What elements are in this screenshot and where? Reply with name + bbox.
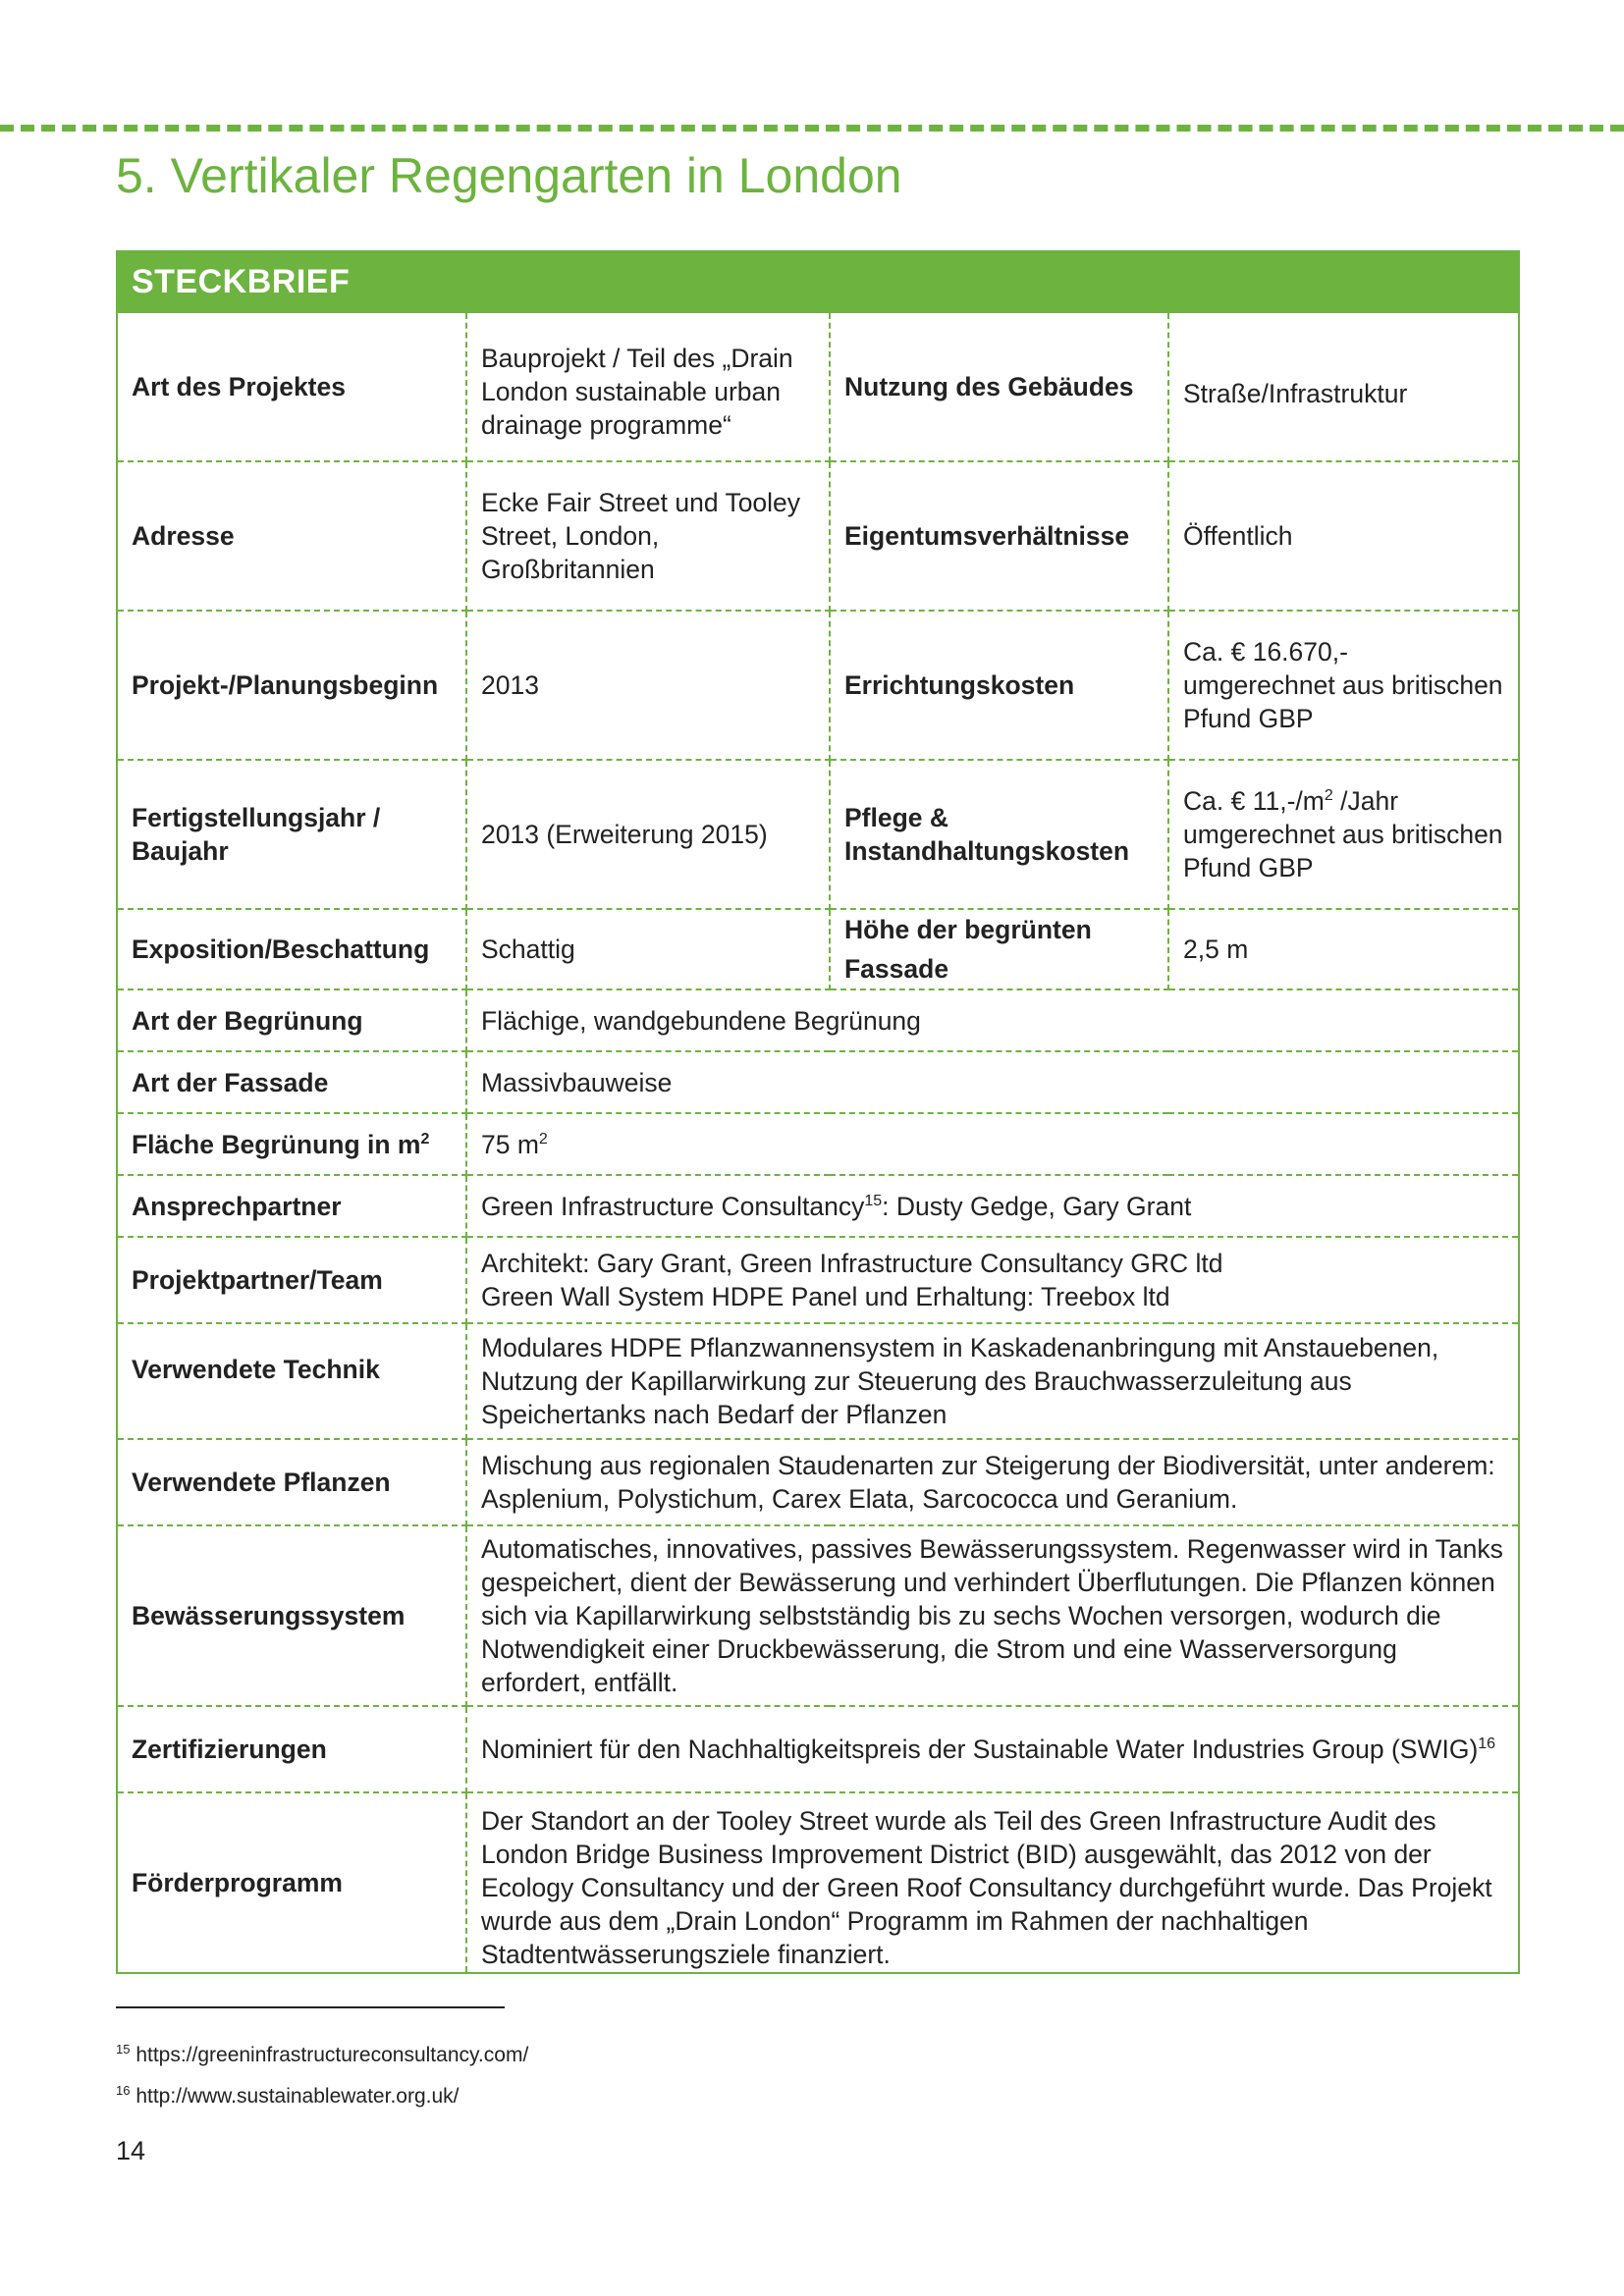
table-header-row	[117, 251, 1519, 312]
table-row	[117, 1051, 1519, 1113]
row-label: Nutzung des Gebäudes	[830, 312, 1168, 461]
row-label: Projektpartner/Team	[117, 1237, 466, 1323]
row-label: Projekt-/Planungsbeginn	[117, 611, 466, 760]
row-value: Modulares HDPE Pflanzwannensystem in Kaskadenanbringung mit Anstauebenen, Nutzung der Kapillarwirkung zur Steuerung des Brauchwasserzuleitung aus Speichertanks nach Bedarf der Pflanzen	[466, 1323, 1519, 1439]
footnote-rule	[116, 2006, 505, 2008]
table-row	[117, 1175, 1519, 1237]
table-row	[117, 1792, 1519, 1973]
row-value: Automatisches, innovatives, passives Bewässerungssystem. Regenwasser wird in Tanks gespeichert, dient der Bewässerung und verhindert Überflutungen. Die Pflanzen können sich via Kapillarwirkung selbstständig bis zu sechs Wochen versorgen, wodurch die Notwendigkeit einer Druckbewässerung, die Strom und eine Wasserversorgung erfordert, entfällt.	[466, 1525, 1519, 1706]
row-value: Architekt: Gary Grant, Green Infrastructure Consultancy GRC ltd Green Wall System HDPE Panel und Erhaltung: Treebox ltd	[466, 1237, 1519, 1323]
row-value: Mischung aus regionalen Staudenarten zur Steigerung der Biodiversität, unter anderem: Asplenium, Polystichum, Carex Elata, Sarcococca und Geranium.	[466, 1439, 1519, 1525]
footnote-link[interactable]: http://www.sustainablewater.org.uk/	[135, 2085, 460, 2108]
row-value: 2013 (Erweiterung 2015)	[466, 760, 830, 909]
footnote-link[interactable]: https://greeninfrastructureconsultancy.com/	[135, 2044, 529, 2066]
table-row	[117, 611, 1519, 760]
row-label: Errichtungskosten	[830, 611, 1168, 760]
steckbrief-table	[116, 250, 1520, 1974]
table-header-label: STECKBRIEF	[117, 251, 466, 312]
footnote-16: $^{16}$ http://www.sustainablewater.org.uk/	[116, 2083, 460, 2108]
row-label: Verwendete Pflanzen	[117, 1439, 466, 1525]
row-label: Förderprogramm	[117, 1792, 466, 1973]
row-value: 75 $m^2$	[466, 1113, 1519, 1175]
row-label: Bewässerungssystem	[117, 1525, 466, 1706]
footnote-15: $^{15}$ https://greeninfrastructureconsultancy.com/	[116, 2042, 529, 2066]
table-row	[117, 312, 1519, 461]
row-label: Art des Projektes	[117, 312, 466, 461]
top-dashed-rule	[0, 125, 1624, 132]
row-label: Adresse	[117, 461, 466, 611]
table-row	[117, 909, 1519, 989]
row-value: 2013	[466, 611, 830, 760]
row-value: Ecke Fair Street und Tooley Street, London, Großbritannien	[466, 461, 830, 611]
row-label: Verwendete Technik	[117, 1323, 466, 1439]
row-value: Flächige, wandgebundene Begrünung	[466, 989, 1519, 1051]
row-label: Eigentumsverhältnisse	[830, 461, 1168, 611]
row-label: Fläche Begrünung in $m^2$	[117, 1113, 466, 1175]
row-value: 2,5 m	[1168, 909, 1519, 989]
table-row	[117, 461, 1519, 611]
table-row	[117, 1113, 1519, 1175]
row-value: Bauprojekt / Teil des „Drain London sustainable urban drainage programme“	[466, 312, 830, 461]
row-label: Exposition/Beschattung	[117, 909, 466, 989]
row-value: Straße/Infrastruktur	[1168, 312, 1519, 461]
table-row	[117, 1323, 1519, 1439]
row-value: Schattig	[466, 909, 830, 989]
table-row	[117, 989, 1519, 1051]
row-value: Ca. € 16.670,- umgerechnet aus britischen Pfund GBP	[1168, 611, 1519, 760]
table-header-empty	[466, 251, 1519, 312]
row-label: Art der Fassade	[117, 1051, 466, 1113]
row-label: Fertigstellungsjahr / Baujahr	[117, 760, 466, 909]
table-row	[117, 1706, 1519, 1792]
row-value: Green Infrastructure Consultancy$^{15}$: Dusty Gedge, Gary Grant	[466, 1175, 1519, 1237]
table-row	[117, 760, 1519, 909]
table-row	[117, 1237, 1519, 1323]
row-label: Pflege & Instandhaltungskosten	[830, 760, 1168, 909]
row-value: Der Standort an der Tooley Street wurde als Teil des Green Infrastructure Audit des London Bridge Business Improvement District (BID) ausgewählt, das 2012 von der Ecology Consultancy und der Green Roof Consultancy durchgeführt wurde. Das Projekt wurde aus dem „Drain London“ Programm im Rahmen der nachhaltigen Stadtentwässerungsziele finanziert.	[466, 1792, 1519, 1973]
row-label: Ansprechpartner	[117, 1175, 466, 1237]
row-value: Öffentlich	[1168, 461, 1519, 611]
row-value: Nominiert für den Nachhaltigkeitspreis der Sustainable Water Industries Group (SWIG)$^{16}$	[466, 1706, 1519, 1792]
row-label: Art der Begrünung	[117, 989, 466, 1051]
row-label: Zertifizierungen	[117, 1706, 466, 1792]
table-row	[117, 1439, 1519, 1525]
table-row	[117, 1525, 1519, 1706]
row-label: Höhe der begrünten Fassade	[830, 909, 1168, 989]
section-title: 5. Vertikaler Regengarten in London	[116, 148, 902, 203]
row-value: Ca. € $11,-/m^2$ /Jahr umgerechnet aus britischen Pfund GBP	[1168, 760, 1519, 909]
page-number: 14	[116, 2136, 146, 2165]
row-value: Massivbauweise	[466, 1051, 1519, 1113]
